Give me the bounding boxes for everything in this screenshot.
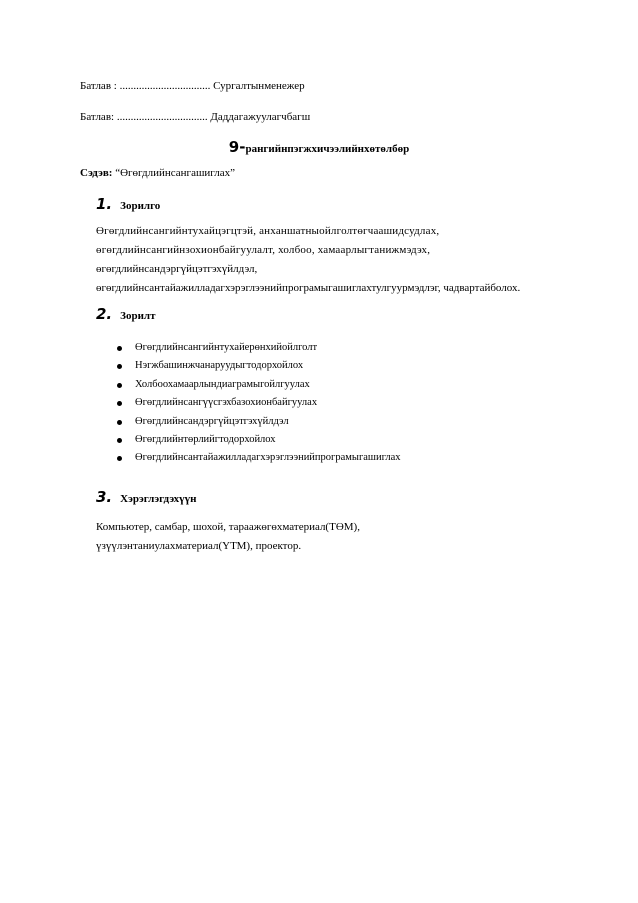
list-item	[117, 339, 401, 357]
bullet-icon	[117, 401, 122, 406]
list-item	[117, 413, 401, 431]
bullet-icon	[117, 364, 122, 369]
objectives-list	[117, 339, 401, 468]
document-title	[0, 138, 638, 156]
section-number: 1.	[96, 195, 113, 213]
list-item-text: Өгөгдлийнсангүүсгэхбазохионбайгуулах	[135, 397, 318, 409]
list-item-text: Өгөгдлийнсангийнтухайерөнхийойлголт	[135, 342, 318, 353]
section-title: Зорилт	[120, 310, 156, 322]
section-number: 3.	[96, 488, 113, 506]
list-item-text: Өгөгдлийнсандэргүйцэтгэхүйлдэл	[135, 415, 289, 427]
materials-paragraph	[96, 518, 360, 556]
list-item-text: Өгөгдлийнтөрлийгтодорхойлох	[135, 434, 276, 446]
list-item	[117, 376, 401, 394]
list-item	[117, 394, 401, 412]
topic-label: Сэдэв:	[80, 167, 113, 179]
bullet-icon	[117, 346, 122, 351]
bullet-icon	[117, 456, 122, 461]
section-title: Зорилго	[120, 200, 161, 212]
bullet-icon	[117, 383, 122, 388]
goal-line: өгөгдлийнсандэргүйцэтгэхүйлдэл,	[96, 263, 258, 275]
goal-line: өгөгдлийнсангийнзохионбайгуулалт, холбоо, хамаарлыгтанижмэдэх,	[96, 244, 431, 256]
title-grade-number: 9-	[228, 138, 246, 156]
list-item-text: Өгөгдлийнсантайажилладагхэрэглээнийпрограмыгашиглах	[135, 452, 401, 464]
topic-value: “Өгөгдлийнсангашиглах”	[112, 167, 236, 179]
topic-line	[80, 166, 235, 180]
approval-line-teacher: Батлав: ................................. Даддагажуулагчбагш	[80, 111, 311, 123]
approval-line-manager: Батлав : ................................. Сургалтынменежер	[80, 80, 305, 92]
section-goal-heading	[96, 195, 160, 213]
goal-line: Өгөгдлийнсангийнтухайцэгцтэй, анханшатныойлголтөгчаашидсудлах,	[96, 225, 440, 237]
list-item	[117, 431, 401, 449]
bullet-icon	[117, 438, 122, 443]
materials-line: Компьютер, самбар, шохой, тараажөгөхматериал(ТӨМ),	[96, 521, 360, 533]
list-item-text: Нэгжбашинжчанаруудыгтодорхойлох	[135, 360, 304, 372]
section-number: 2.	[96, 305, 113, 323]
goal-paragraph	[96, 222, 520, 298]
list-item	[117, 357, 401, 375]
section-title: Хэрэглэгдэхүүн	[120, 493, 197, 505]
goal-line: өгөгдлийнсантайажилладагхэрэглээнийпрограмыгашиглахтулгуурмэдлэг, чадвартайболох.	[96, 282, 521, 294]
list-item	[117, 449, 401, 467]
section-objectives-heading	[96, 305, 155, 323]
materials-line: үзүүлэнтаниулахматериал(ҮТМ), проектор.	[96, 540, 302, 552]
title-text: рангийнпэгжхичээлийнхөтөлбөр	[245, 143, 410, 155]
section-materials-heading	[96, 488, 197, 506]
list-item-text: Холбоохамаарлындиаграмыгойлгуулах	[135, 378, 310, 390]
bullet-icon	[117, 420, 122, 425]
